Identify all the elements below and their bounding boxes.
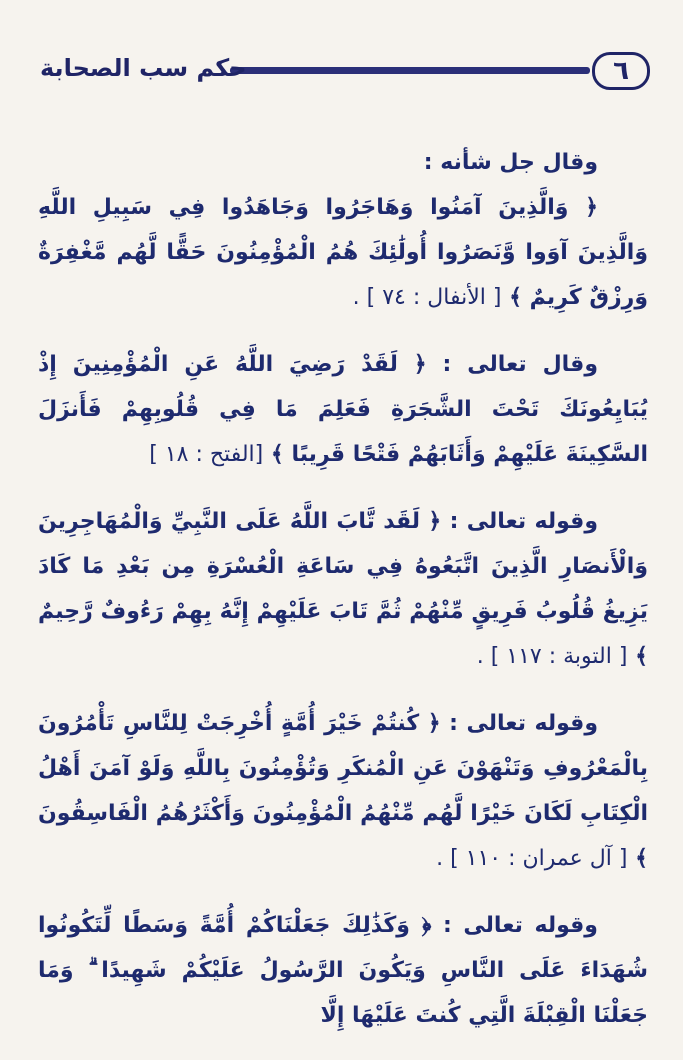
verse-text: وقال تعالى : ﴿ لَقَدْ رَضِيَ اللَّهُ عَنِ الْمُؤْمِنِينَ إِذْ يُبَايِعُونَكَ تَحْتَ الشَّجَرَةِ فَعَلِمَ مَا فِي قُلُوبِهِمْ فَأَنزَلَ السَّكِينَةَ عَلَيْهِمْ وَأَثَابَهُمْ فَتْحًا قَرِيبًا ﴾ — [38, 352, 648, 467]
verse-text: وقوله تعالى : ﴿ لَقَد تَّابَ اللَّهُ عَلَى النَّبِيِّ وَالْمُهَاجِرِينَ وَالْأَنصَارِ الَّذِينَ اتَّبَعُوهُ فِي سَاعَةِ الْعُسْرَةِ مِن بَعْدِ مَا كَادَ يَزِيغُ قُلُوبُ فَرِيقٍ مِّنْهُمْ ثُمَّ تَابَ عَلَيْهِمْ إِنَّهُ بِهِمْ رَءُوفٌ رَّحِيمٌ ﴾ — [38, 509, 648, 669]
page-number: ٦ — [592, 52, 650, 90]
paragraph-tawbah — [38, 499, 648, 679]
verse-text: ﴿ وَالَّذِينَ آمَنُوا وَهَاجَرُوا وَجَاهَدُوا فِي سَبِيلِ اللَّهِ وَالَّذِينَ آوَوا وَّنَصَرُوا أُولَٰئِكَ هُمُ الْمُؤْمِنُونَ حَقًّا لَّهُم مَّغْفِرَةٌ وَرِزْقٌ كَرِيمٌ ﴾ — [38, 195, 648, 310]
paragraph-baqarah — [38, 903, 648, 1038]
header-rule — [230, 67, 590, 74]
verse-reference: [الفتح : ١٨ ] — [149, 442, 264, 467]
intro-line: وقال جل شأنه : — [423, 150, 598, 175]
verse-reference: [ الأنفال : ٧٤ ] . — [352, 285, 502, 310]
verse-reference: [ التوبة : ١١٧ ] . — [476, 644, 628, 669]
paragraph-anfal — [38, 185, 648, 320]
verse-reference: [ آل عمران : ١١٠ ] . — [436, 846, 628, 871]
page-header — [20, 50, 660, 98]
paragraph-fath — [38, 342, 648, 477]
book-title: حكم سب الصحابة — [40, 54, 247, 82]
verse-text: وقوله تعالى : ﴿ وَكَذَٰلِكَ جَعَلْنَاكُمْ أُمَّةً وَسَطًا لِّتَكُونُوا شُهَدَاءَ عَلَى النَّاسِ وَيَكُونَ الرَّسُولُ عَلَيْكُمْ شَهِيدًا ۗ وَمَا جَعَلْنَا الْقِبْلَةَ الَّتِي كُنتَ عَلَيْهَا إِلَّا — [38, 913, 648, 1028]
verse-text: وقوله تعالى : ﴿ كُنتُمْ خَيْرَ أُمَّةٍ أُخْرِجَتْ لِلنَّاسِ تَأْمُرُونَ بِالْمَعْرُوفِ وَتَنْهَوْنَ عَنِ الْمُنكَرِ وَتُؤْمِنُونَ بِاللَّهِ وَلَوْ آمَنَ أَهْلُ الْكِتَابِ لَكَانَ خَيْرًا لَّهُم مِّنْهُمُ الْمُؤْمِنُونَ وَأَكْثَرُهُمُ الْفَاسِقُونَ ﴾ — [38, 711, 648, 871]
paragraph-al-imran — [38, 701, 648, 881]
page-body — [38, 140, 648, 1060]
